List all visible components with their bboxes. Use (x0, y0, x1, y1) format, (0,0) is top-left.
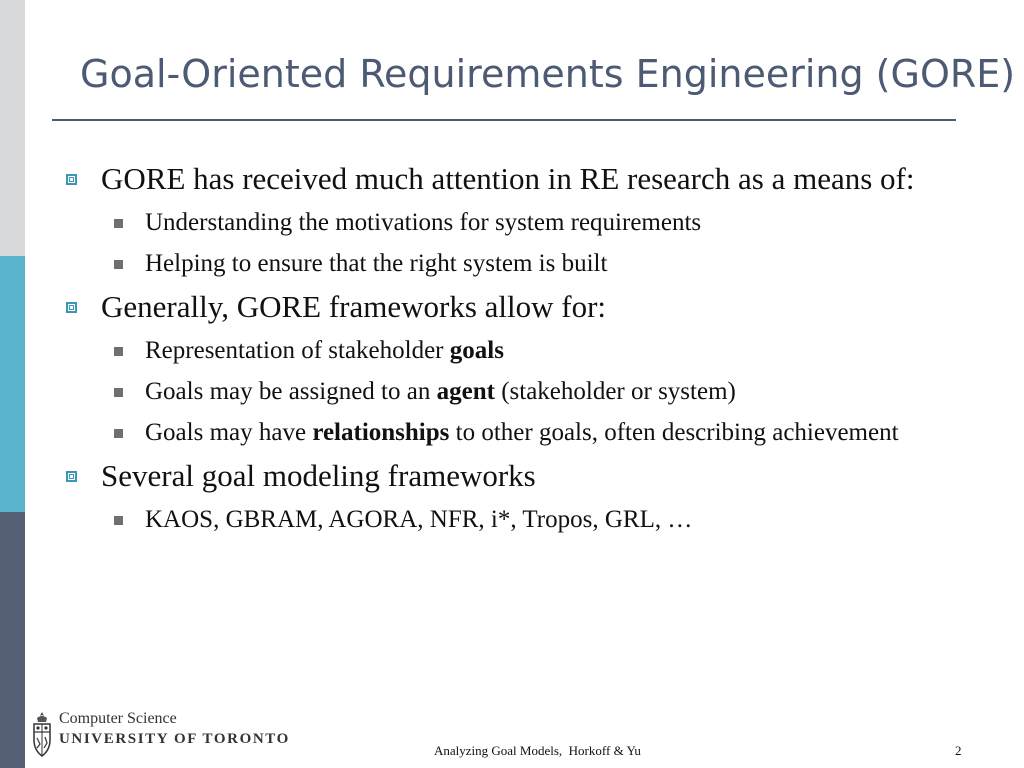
footer-caption: Analyzing Goal Models, Horkoff & Yu (434, 743, 641, 758)
hollow-square-bullet-icon (66, 471, 77, 482)
bullet-item (64, 288, 944, 326)
sub-bullet-text: Understanding the motivations for system requirements (145, 209, 702, 236)
bullet-item (64, 457, 944, 495)
logo-university: UNIVERSITY OF TORONTO (59, 731, 290, 747)
title-divider (52, 119, 956, 121)
square-bullet-icon (114, 429, 123, 438)
sub-bullet-item (64, 206, 944, 239)
side-bar-top (0, 0, 25, 256)
sub-bullet-item (64, 503, 944, 536)
sub-bullet-text: Goals may have (145, 419, 313, 446)
sub-bullet-text: Helping to ensure that the right system is built (145, 250, 608, 277)
sub-bullet-text-tail: to other goals, often describing achievement (449, 419, 899, 446)
slide-title: Goal-Oriented Requirements Engineering (GORE) (80, 52, 1016, 96)
square-bullet-icon (114, 219, 123, 228)
hollow-square-bullet-icon (66, 174, 77, 185)
hollow-square-bullet-icon (66, 302, 77, 313)
logo-department: Computer Science (59, 710, 177, 727)
sub-bullet-item (64, 416, 944, 449)
slide-body (64, 160, 944, 544)
square-bullet-icon (114, 388, 123, 397)
bullet-text: GORE has received much attention in RE research as a means of: (101, 161, 915, 196)
sub-bullet-text: Representation of stakeholder (145, 337, 450, 364)
side-bar-bottom (0, 512, 25, 768)
sub-bullet-text: KAOS, GBRAM, AGORA, NFR, i*, Tropos, GRL, … (145, 506, 693, 533)
sub-bullet-text: Goals may be assigned to an (145, 378, 437, 405)
emphasis-text: agent (436, 378, 495, 405)
university-logo (30, 708, 290, 764)
side-bar-middle (0, 256, 25, 512)
sub-bullet-text-tail: (stakeholder or system) (494, 378, 736, 405)
square-bullet-icon (114, 347, 123, 356)
sub-bullet-item (64, 247, 944, 280)
university-crest-icon (30, 710, 54, 760)
square-bullet-icon (114, 260, 123, 269)
page-number: 2 (955, 743, 962, 758)
sub-bullet-item (64, 375, 944, 408)
square-bullet-icon (114, 516, 123, 525)
bullet-text: Generally, GORE frameworks allow for: (101, 289, 607, 324)
bullet-item (64, 160, 944, 198)
emphasis-text: relationships (312, 419, 450, 446)
bullet-text: Several goal modeling frameworks (101, 458, 536, 493)
emphasis-text: goals (449, 337, 504, 364)
sub-bullet-item (64, 334, 944, 367)
